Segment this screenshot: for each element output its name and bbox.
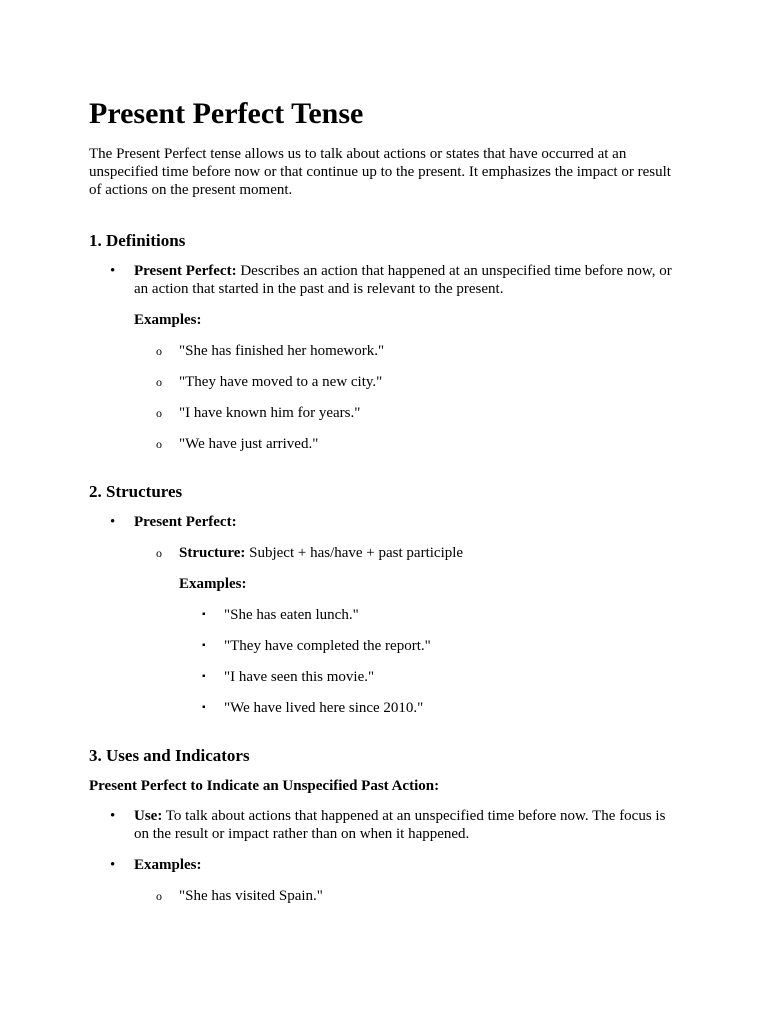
document-page [89, 96, 679, 934]
bullet-marker: o [156, 437, 162, 451]
bullet-marker: o [156, 344, 162, 358]
examples-label: Examples: [179, 576, 247, 592]
examples-list [134, 887, 679, 905]
use-label: Use: [134, 808, 163, 824]
list-item [179, 606, 679, 624]
bullet-marker: ▪ [202, 702, 206, 713]
example-text: "We have just arrived." [179, 436, 319, 452]
example-text: "She has finished her homework." [179, 343, 385, 359]
bullet-marker: • [110, 808, 116, 824]
bullet-marker: o [156, 375, 162, 389]
list-item [134, 342, 679, 360]
section-heading: 3. Uses and Indicators [89, 746, 250, 765]
examples-label: Examples: [134, 857, 202, 873]
example-text: "She has visited Spain." [179, 888, 323, 904]
bullet-list [89, 513, 679, 717]
section-structures [89, 482, 679, 717]
term-description: Describes an action that happened at an unspecified time before now, or an action that started in the past and is relevant to the present. [134, 263, 672, 297]
page-title: Present Perfect Tense [89, 97, 364, 130]
use-description: To talk about actions that happened at an unspecified time before now. The focus is on the result or impact rather than on when it happened. [134, 808, 666, 842]
term-label: Present Perfect: [134, 263, 237, 279]
bullet-marker: o [156, 889, 162, 903]
list-item [134, 544, 679, 717]
list-item [134, 404, 679, 422]
intro-paragraph: The Present Perfect tense allows us to talk about actions or states that have occurred at an unspecified time before now or that continue up to the present. It emphasizes the impact or result of actions on the present moment. [89, 146, 671, 198]
bullet-list [89, 262, 679, 453]
example-text: "I have known him for years." [179, 405, 361, 421]
sub-list [134, 544, 679, 717]
bullet-marker: ▪ [202, 671, 206, 682]
term-label: Present Perfect: [134, 514, 237, 530]
bullet-marker: • [110, 263, 116, 279]
examples-list [179, 606, 679, 717]
structure-label: Structure: [179, 545, 246, 561]
list-item [134, 373, 679, 391]
example-text: "They have moved to a new city." [179, 374, 383, 390]
list-item [134, 887, 679, 905]
bullet-marker: ▪ [202, 640, 206, 651]
examples-list [134, 342, 679, 453]
bullet-list [89, 807, 679, 905]
list-item [134, 435, 679, 453]
bullet-marker: o [156, 546, 162, 560]
section-heading: 2. Structures [89, 482, 183, 501]
examples-label: Examples: [134, 312, 202, 328]
section-heading: 1. Definitions [89, 231, 186, 250]
list-item [179, 699, 679, 717]
list-item [89, 513, 679, 717]
bullet-marker: o [156, 406, 162, 420]
list-item [89, 807, 679, 843]
list-item [89, 262, 679, 453]
section-uses-indicators [89, 746, 679, 905]
example-text: "She has eaten lunch." [224, 607, 359, 623]
bullet-marker: • [110, 514, 116, 530]
example-text: "I have seen this movie." [224, 669, 375, 685]
bullet-marker: • [110, 857, 116, 873]
section-definitions [89, 231, 679, 453]
bullet-marker: ▪ [202, 609, 206, 620]
list-item [179, 637, 679, 655]
subsection-heading: Present Perfect to Indicate an Unspecified Past Action: [89, 778, 440, 794]
list-item [179, 668, 679, 686]
structure-formula: Subject + has/have + past participle [245, 545, 464, 561]
example-text: "We have lived here since 2010." [224, 700, 424, 716]
example-text: "They have completed the report." [224, 638, 431, 654]
list-item [89, 856, 679, 905]
